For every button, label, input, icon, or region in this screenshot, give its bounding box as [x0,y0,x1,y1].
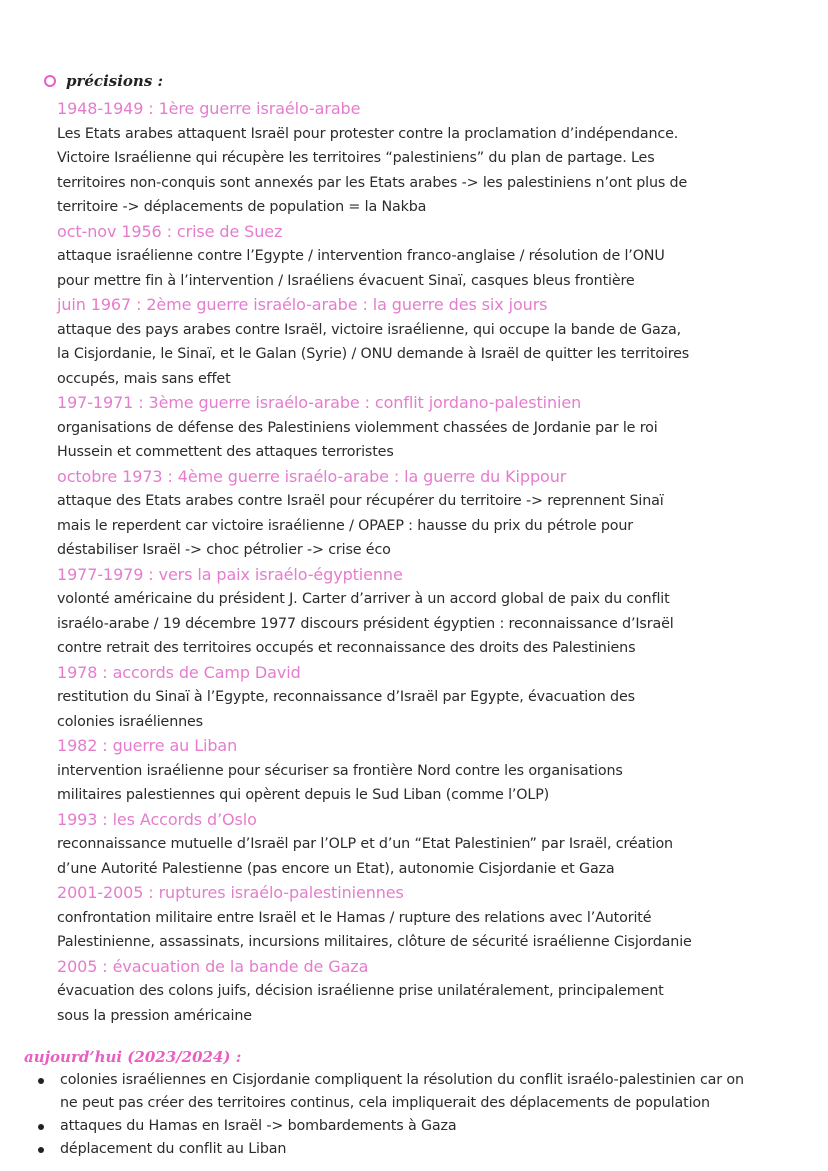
today-list-item [38,1115,818,1138]
event-description-line: volonté américaine du président J. Carter d’arriver à un accord global de paix du conflit [57,591,670,607]
event-description-line: déstabiliser Israël -> choc pétrolier -> crise éco [57,542,391,558]
event-title: 1948-1949 : 1ère guerre israélo-arabe [57,99,361,118]
event-description-line: mais le reperdent car victoire israélienne / OPAEP : hausse du prix du pétrole pour [57,517,634,534]
event-description-line: évacuation des colons juifs, décision israélienne prise unilatéralement, principalement [57,983,664,999]
event-description [57,489,817,563]
event-title: juin 1967 : 2ème guerre israélo-arabe : la guerre des six jours [57,295,548,314]
event-description-line: contre retrait des territoires occupés et reconnaissance des droits des Palestiniens [57,640,636,656]
event-description [57,979,817,1028]
event-title: 1982 : guerre au Liban [57,736,238,755]
event-title: octobre 1973 : 4ème guerre israélo-arabe : la guerre du Kippour [57,466,567,486]
event-description-line: militaires palestiennes qui opèrent depuis le Sud Liban (comme l’OLP) [57,787,550,803]
events-list [57,97,817,1028]
event-description-line: occupés, mais sans effet [57,370,231,387]
event-description-line: attaque des pays arabes contre Israël, victoire israélienne, qui occupe la bande de Gaza, [57,321,681,338]
event-description-line: reconnaissance mutuelle d’Israël par l’OLP et d’un “Etat Palestinien” par Israël, création [57,836,673,852]
event-title: 2001-2005 : ruptures israélo-palestiniennes [57,883,404,902]
today-list-item [38,1138,818,1161]
event-description-line: organisations de défense des Palestiniens violemment chassées de Jordanie par le roi [57,419,658,436]
event-description-line: restitution du Sinaï à l’Egypte, reconnaissance d’Israël par Egypte, évacuation des [57,689,635,705]
event-description-line: attaque des Etats arabes contre Israël pour récupérer du territoire -> reprennent Sinaï [57,493,664,509]
event-description [57,832,817,881]
today-list [38,1069,818,1161]
bullet-dot-icon [38,1124,44,1130]
event-description-line: Les Etats arabes attaquent Israël pour protester contre la proclamation d’indépendance. [57,125,679,142]
event-description-line: israélo-arabe / 19 décembre 1977 discours président égyptien : reconnaissance d’Israël [57,615,674,632]
today-item-line: déplacement du conflit au Liban [60,1141,287,1157]
bullet-dot-icon [38,1078,44,1084]
event-title: 1993 : les Accords d’Oslo [57,809,257,829]
event-description-line: attaque israélienne contre l’Egypte / intervention franco-anglaise / résolution de l’ONU [57,248,665,264]
event-description-line: Victoire Israélienne qui récupère les territoires “palestiniens” du plan de partage. Les [57,150,655,166]
event-description-line: confrontation militaire entre Israël et le Hamas / rupture des relations avec l’Autorité [57,909,652,926]
event-description [57,318,817,392]
circle-bullet-icon [44,75,56,87]
precisions-heading-text: précisions : [66,72,164,90]
event-description-line: d’une Autorité Palestienne (pas encore un Etat), autonomie Cisjordanie et Gaza [57,860,615,877]
event-description-line: intervention israélienne pour sécuriser sa frontière Nord contre les organisations [57,762,623,779]
event-description-line: sous la pression américaine [57,1007,252,1024]
event-description-line: Hussein et commettent des attaques terroristes [57,444,394,460]
event-title: oct-nov 1956 : crise de Suez [57,221,283,241]
event-description [57,906,817,955]
today-item-line: colonies israéliennes en Cisjordanie compliquent la résolution du conflit israélo-palestinien car on [60,1072,744,1088]
event-title: 2005 : évacuation de la bande de Gaza [57,956,369,976]
event-description-line: la Cisjordanie, le Sinaï, et le Galan (Syrie) / ONU demande à Israël de quitter les territoires [57,346,690,362]
event-description [57,122,817,220]
today-item-line: ne peut pas créer des territoires continus, cela impliquerait des déplacements de population [60,1095,710,1111]
event-description-line: pour mettre fin à l’intervention / Israéliens évacuent Sinaï, casques bleus frontière [57,272,635,289]
event-description [57,587,817,661]
precisions-heading [44,72,163,90]
event-description-line: territoires non-conquis sont annexés par les Etats arabes -> les palestiniens n’ont plus de [57,174,688,191]
event-description-line: territoire -> déplacements de population = la Nakba [57,199,427,215]
today-heading: aujourd’hui (2023/2024) : [24,1048,242,1066]
bullet-dot-icon [38,1147,44,1153]
event-title: 197-1971 : 3ème guerre israélo-arabe : conflit jordano-palestinien [57,393,582,412]
event-description [57,416,817,465]
today-list-item [38,1069,818,1115]
event-description-line: Palestinienne, assassinats, incursions militaires, clôture de sécurité israélienne Cisjordanie [57,934,692,950]
event-description-line: colonies israéliennes [57,713,203,730]
event-description [57,244,817,293]
today-item-line: attaques du Hamas en Israël -> bombardements à Gaza [60,1118,457,1134]
event-title: 1978 : accords de Camp David [57,662,301,682]
event-title: 1977-1979 : vers la paix israélo-égyptienne [57,564,403,584]
event-description [57,759,817,808]
event-description [57,685,817,734]
